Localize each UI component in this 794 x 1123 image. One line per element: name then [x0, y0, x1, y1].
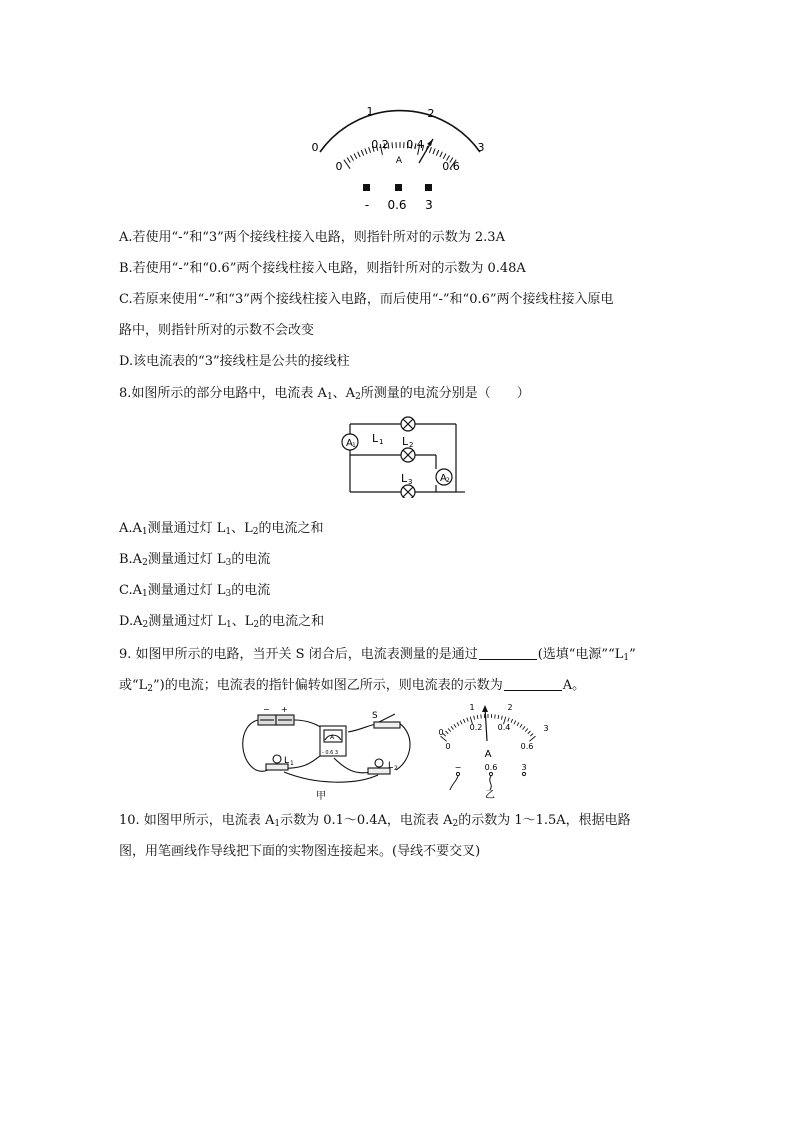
svg-text:2: 2: [394, 765, 398, 772]
terminal-3: [425, 184, 432, 191]
dial-tick: [481, 714, 482, 718]
ammeter-dial-figure: [300, 100, 500, 215]
dial-tick: [517, 722, 519, 726]
svg-text:3: 3: [521, 763, 527, 772]
svg-text:L: L: [401, 472, 408, 485]
svg-text:1: 1: [290, 760, 294, 767]
svg-text:0: 0: [445, 742, 451, 751]
svg-text:2: 2: [409, 441, 414, 449]
svg-text:A: A: [484, 749, 492, 760]
q9-stem-line2: 或“$L_2$”)的电流；电流表的指针偏转如图乙所示，则电流表的示数为 A。: [119, 678, 586, 694]
dial-tick: [501, 716, 502, 720]
svg-text:2: 2: [446, 477, 450, 484]
dial-tick: [467, 718, 468, 722]
q10-stem-line1: 10. 如图甲所示，电流表 $A_1$示数为 0.1～0.4A，电流表 $A_2$的示数为 1～1.5A，根据电路: [119, 813, 631, 829]
q8-circuit-diagram: [330, 412, 465, 498]
lamp-l1: [401, 417, 415, 431]
terminal-label: -: [364, 198, 370, 212]
answer-blank[interactable]: [479, 646, 537, 660]
lamp-l3: [401, 485, 415, 498]
dial-pointer: [485, 707, 487, 741]
dial-upper-tick-label: 3: [477, 141, 485, 154]
dial-tick: [347, 158, 350, 163]
svg-text:0: 0: [438, 728, 444, 737]
dial-upper-tick-label: 1: [366, 105, 374, 118]
dial-tick: [448, 729, 451, 732]
dial-tick: [514, 721, 516, 725]
svg-text:L: L: [388, 761, 394, 771]
dial-upper-tick-label: 0: [311, 141, 319, 154]
svg-text:2: 2: [507, 703, 513, 712]
svg-text:−: −: [454, 763, 462, 772]
svg-text:A: A: [330, 734, 335, 741]
dial-tick: [520, 724, 522, 727]
q9-circuit-photo-jia: [236, 700, 416, 803]
dial-tick: [429, 147, 431, 153]
svg-text:0.6: 0.6: [484, 763, 498, 772]
dial-tick: [451, 726, 453, 729]
dial-tick: [463, 719, 465, 723]
svg-text:L: L: [284, 756, 290, 766]
svg-text:0.2: 0.2: [469, 723, 483, 732]
q7-option-c-line1: C.若原来使用“-”和“3”两个接线柱接入电路，而后使用“-”和“0.6”两个接线柱接入原电: [119, 292, 614, 307]
q8-option-d: $D.A_2$测量通过灯 $L_1$、$L_2$的电流之和: [119, 614, 325, 630]
dial-tick: [474, 716, 475, 720]
dial-lower-tick-label: 0: [335, 160, 343, 173]
dial-tick: [446, 731, 449, 734]
q9-ammeter-dial-yi: [428, 700, 556, 803]
dial-lower-tick-label: 0.6: [442, 160, 460, 173]
q8-stem: 8.如图所示的部分电路中，电流表 $A_1$、$A_2$所测量的电流分别是（ ）: [119, 386, 530, 402]
q8-option-a: $A.A_1$测量通过灯 $L_1$、$L_2$的电流之和: [119, 521, 324, 537]
dial-tick: [351, 155, 354, 160]
svg-text:S: S: [372, 711, 378, 721]
dial-tick: [495, 714, 496, 718]
svg-text:甲: 甲: [316, 791, 326, 802]
svg-text:3: 3: [408, 478, 413, 486]
svg-text:乙: 乙: [485, 790, 495, 801]
dial-upper-tick-label: 2: [427, 107, 435, 120]
dial-tick: [523, 726, 525, 729]
dial-tick: [365, 149, 367, 155]
dial-tick: [525, 729, 528, 732]
q7-option-a: A.若使用“-”和“3”两个接线柱接入电路，则指针所对的示数为 2.3A: [119, 230, 505, 245]
q8-option-c: $C.A_1$测量通过灯 $L_3$的电流: [119, 583, 271, 599]
svg-text:+: +: [281, 705, 288, 714]
dial-lower-tick-label: 0.2: [371, 138, 389, 151]
svg-text:0.6: 0.6: [520, 742, 534, 751]
dial-tick: [454, 724, 456, 727]
dial-tick: [433, 149, 435, 155]
svg-text:- 0.6 3: - 0.6 3: [322, 750, 339, 756]
dial-tick: [508, 718, 509, 722]
svg-text:L: L: [402, 435, 409, 448]
dial-tick: [457, 722, 459, 726]
terminal-label: 3: [425, 198, 433, 212]
dial-tick: [358, 152, 361, 157]
terminal-0-6: [395, 184, 402, 191]
dial-tick: [511, 719, 513, 723]
svg-text:−: −: [263, 705, 270, 714]
dial-tick: [361, 150, 363, 156]
svg-text:3: 3: [543, 724, 549, 733]
lamp-l2: [401, 448, 415, 462]
dial-tick: [460, 721, 462, 725]
dial-tick: [498, 715, 499, 719]
terminal-minus: [363, 184, 370, 191]
dial-tick: [529, 736, 535, 741]
svg-text:A: A: [346, 438, 353, 449]
svg-text:1: 1: [379, 438, 384, 446]
dial-tick: [436, 150, 438, 156]
svg-text:1: 1: [469, 703, 475, 712]
dial-unit-label: A: [395, 156, 403, 166]
dial-tick: [530, 734, 533, 737]
dial-tick: [443, 154, 446, 159]
dial-tick: [392, 142, 393, 148]
dial-tick: [354, 154, 357, 159]
q10-stem-line2: 图，用笔画线作导线把下面的实物图连接起来。(导线不要交叉): [119, 844, 481, 859]
q7-option-c-line2: 路中，则指针所对的示数不会改变: [119, 323, 315, 338]
dial-tick: [477, 715, 478, 719]
dial-lower-tick-label: 0.4: [406, 138, 424, 151]
dial-tick: [440, 152, 443, 157]
q8-option-b: $B.A_2$测量通过灯 $L_3$的电流: [119, 552, 271, 568]
q9-stem-line1: 9. 如图甲所示的电路，当开关 S 闭合后，电流表测量的是通过 (选填“电源$”“L_1$”: [119, 647, 636, 663]
dial-tick: [528, 731, 531, 734]
terminal-label: 0.6: [387, 198, 407, 212]
q7-option-b: B.若使用“-”和“0.6”两个接线柱接入电路，则指针所对的示数为 0.48A: [119, 261, 526, 276]
answer-blank[interactable]: [504, 677, 562, 691]
svg-text:0.4: 0.4: [497, 723, 511, 732]
svg-text:1: 1: [352, 442, 356, 449]
svg-text:L: L: [372, 432, 379, 445]
svg-text:A: A: [440, 473, 447, 484]
q7-option-d: D.该电流表的“3”接线柱是公共的接线柱: [119, 354, 350, 369]
